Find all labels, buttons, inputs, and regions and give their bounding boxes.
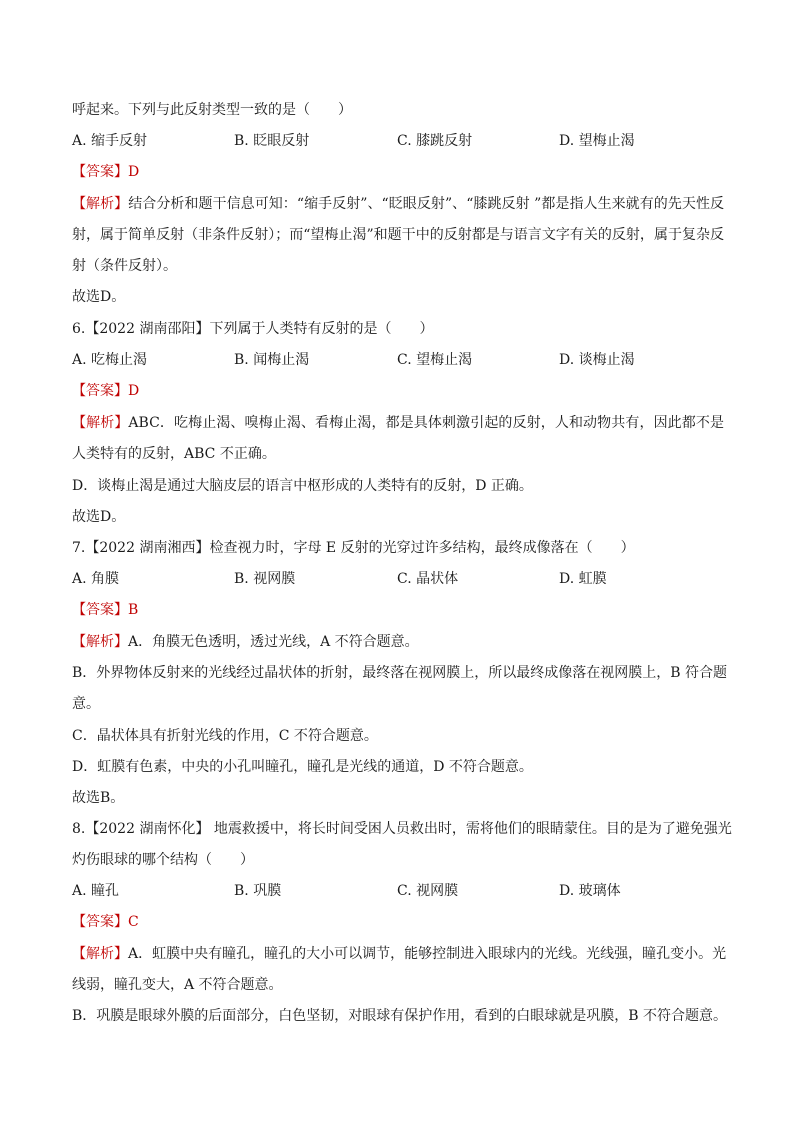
q8-option-c: C. 视网膜 bbox=[397, 883, 459, 899]
answer-tag: 【答案】 bbox=[72, 914, 128, 930]
q8-stem-line-2: 灼伤眼球的哪个结构（ ） bbox=[72, 852, 254, 868]
q5-analysis-line-3: 射（条件反射）。 bbox=[72, 258, 177, 274]
q7-analysis-line-2: B．外界物体反射来的光线经过晶状体的折射，最终落在视网膜上，所以最终成像落在视网膜上，B 符合题 bbox=[72, 665, 728, 681]
q7-analysis-line-1: 【解析】A．角膜无色透明，透过光线，A 不符合题意。 bbox=[72, 634, 419, 650]
q8-answer bbox=[72, 912, 139, 932]
q5-stem: 呼起来。下列与此反射类型一致的是（ ） bbox=[72, 102, 352, 118]
q8-option-b: B. 巩膜 bbox=[234, 883, 282, 899]
q7-conclusion: 故选B。 bbox=[72, 790, 125, 806]
q5-analysis-line-2: 射，属于简单反射（非条件反射）；而“望梅止渴”和题干中的反射都是与语言文字有关的反射，属于复杂反 bbox=[72, 227, 724, 243]
q6-analysis-line-1: 【解析】ABC．吃梅止渴、嗅梅止渴、看梅止渴，都是具体刺激引起的反射，人和动物共有，因此都不是 bbox=[72, 415, 724, 431]
q7-stem: 7.【2022 湖南湘西】检查视力时，字母 E 反射的光穿过许多结构，最终成像落在（ ） bbox=[72, 540, 635, 556]
answer-tag: 【答案】 bbox=[72, 383, 128, 399]
q5-option-d: D. 望梅止渴 bbox=[559, 133, 635, 149]
q7-options bbox=[72, 569, 724, 589]
q6-option-b: B. 闻梅止渴 bbox=[234, 352, 310, 368]
q5-option-c: C. 膝跳反射 bbox=[397, 133, 473, 149]
q7-analysis-line-3: 意。 bbox=[72, 696, 100, 712]
q8-stem-line-1: 8.【2022 湖南怀化】 地震救援中，将长时间受困人员救出时，需将他们的眼睛蒙住。目的是为了避免强光 bbox=[72, 821, 732, 837]
q5-answer bbox=[72, 162, 139, 182]
q8-option-d: D. 玻璃体 bbox=[559, 883, 621, 899]
q7-option-c: C. 晶状体 bbox=[397, 571, 459, 587]
answer-value: D bbox=[128, 383, 140, 399]
q8-options bbox=[72, 881, 724, 901]
source-tag: 【2022 湖南怀化】 bbox=[85, 821, 210, 837]
answer-value: D bbox=[128, 164, 140, 180]
q6-options bbox=[72, 350, 724, 370]
q7-option-d: D. 虹膜 bbox=[559, 571, 607, 587]
q6-analysis-line-3: D．谈梅止渴是通过大脑皮层的语言中枢形成的人类特有的反射，D 正确。 bbox=[72, 478, 533, 494]
q7-option-b: B. 视网膜 bbox=[234, 571, 296, 587]
q7-analysis-line-4: C．晶状体具有折射光线的作用，C 不符合题意。 bbox=[72, 728, 378, 744]
q5-analysis-line-1: 【解析】结合分析和题干信息可知：“缩手反射”、“眨眼反射”、“膝跳反射 ”都是指人生来就有的先天性反 bbox=[72, 196, 724, 212]
q6-option-c: C. 望梅止渴 bbox=[397, 352, 473, 368]
answer-value: C bbox=[128, 914, 139, 930]
q7-analysis-line-5: D．虹膜有色素，中央的小孔叫瞳孔，瞳孔是光线的通道，D 不符合题意。 bbox=[72, 759, 533, 775]
q8-analysis-line-2: 线弱，瞳孔变大，A 不符合题意。 bbox=[72, 977, 283, 993]
q7-answer bbox=[72, 600, 138, 620]
q6-conclusion: 故选D。 bbox=[72, 509, 126, 525]
analysis-tag: 【解析】 bbox=[72, 196, 129, 212]
q6-stem: 6.【2022 湖南邵阳】下列属于人类特有反射的是（ ） bbox=[72, 321, 434, 337]
source-tag: 【2022 湖南湘西】 bbox=[85, 540, 210, 556]
q7-option-a: A. 角膜 bbox=[72, 571, 120, 587]
q5-options bbox=[72, 131, 724, 151]
q6-analysis-line-2: 人类特有的反射，ABC 不正确。 bbox=[72, 446, 276, 462]
source-tag: 【2022 湖南邵阳】 bbox=[85, 321, 210, 337]
q6-option-a: A. 吃梅止渴 bbox=[72, 352, 148, 368]
q8-option-a: A. 瞳孔 bbox=[72, 883, 120, 899]
answer-tag: 【答案】 bbox=[72, 602, 128, 618]
q8-analysis-line-1: 【解析】A．虹膜中央有瞳孔，瞳孔的大小可以调节，能够控制进入眼球内的光线。光线强，瞳孔变小。光 bbox=[72, 946, 727, 962]
q5-option-b: B. 眨眼反射 bbox=[234, 133, 310, 149]
analysis-tag: 【解析】 bbox=[72, 946, 128, 962]
q6-option-d: D. 谈梅止渴 bbox=[559, 352, 635, 368]
answer-tag: 【答案】 bbox=[72, 164, 128, 180]
q5-conclusion: 故选D。 bbox=[72, 289, 126, 305]
q5-option-a: A. 缩手反射 bbox=[72, 133, 148, 149]
answer-value: B bbox=[128, 602, 139, 618]
q6-answer bbox=[72, 381, 139, 401]
q8-analysis-line-3: B．巩膜是眼球外膜的后面部分，白色坚韧，对眼球有保护作用，看到的白眼球就是巩膜，B 不符合题意。 bbox=[72, 1008, 728, 1024]
analysis-tag: 【解析】 bbox=[72, 634, 128, 650]
analysis-tag: 【解析】 bbox=[72, 415, 129, 431]
